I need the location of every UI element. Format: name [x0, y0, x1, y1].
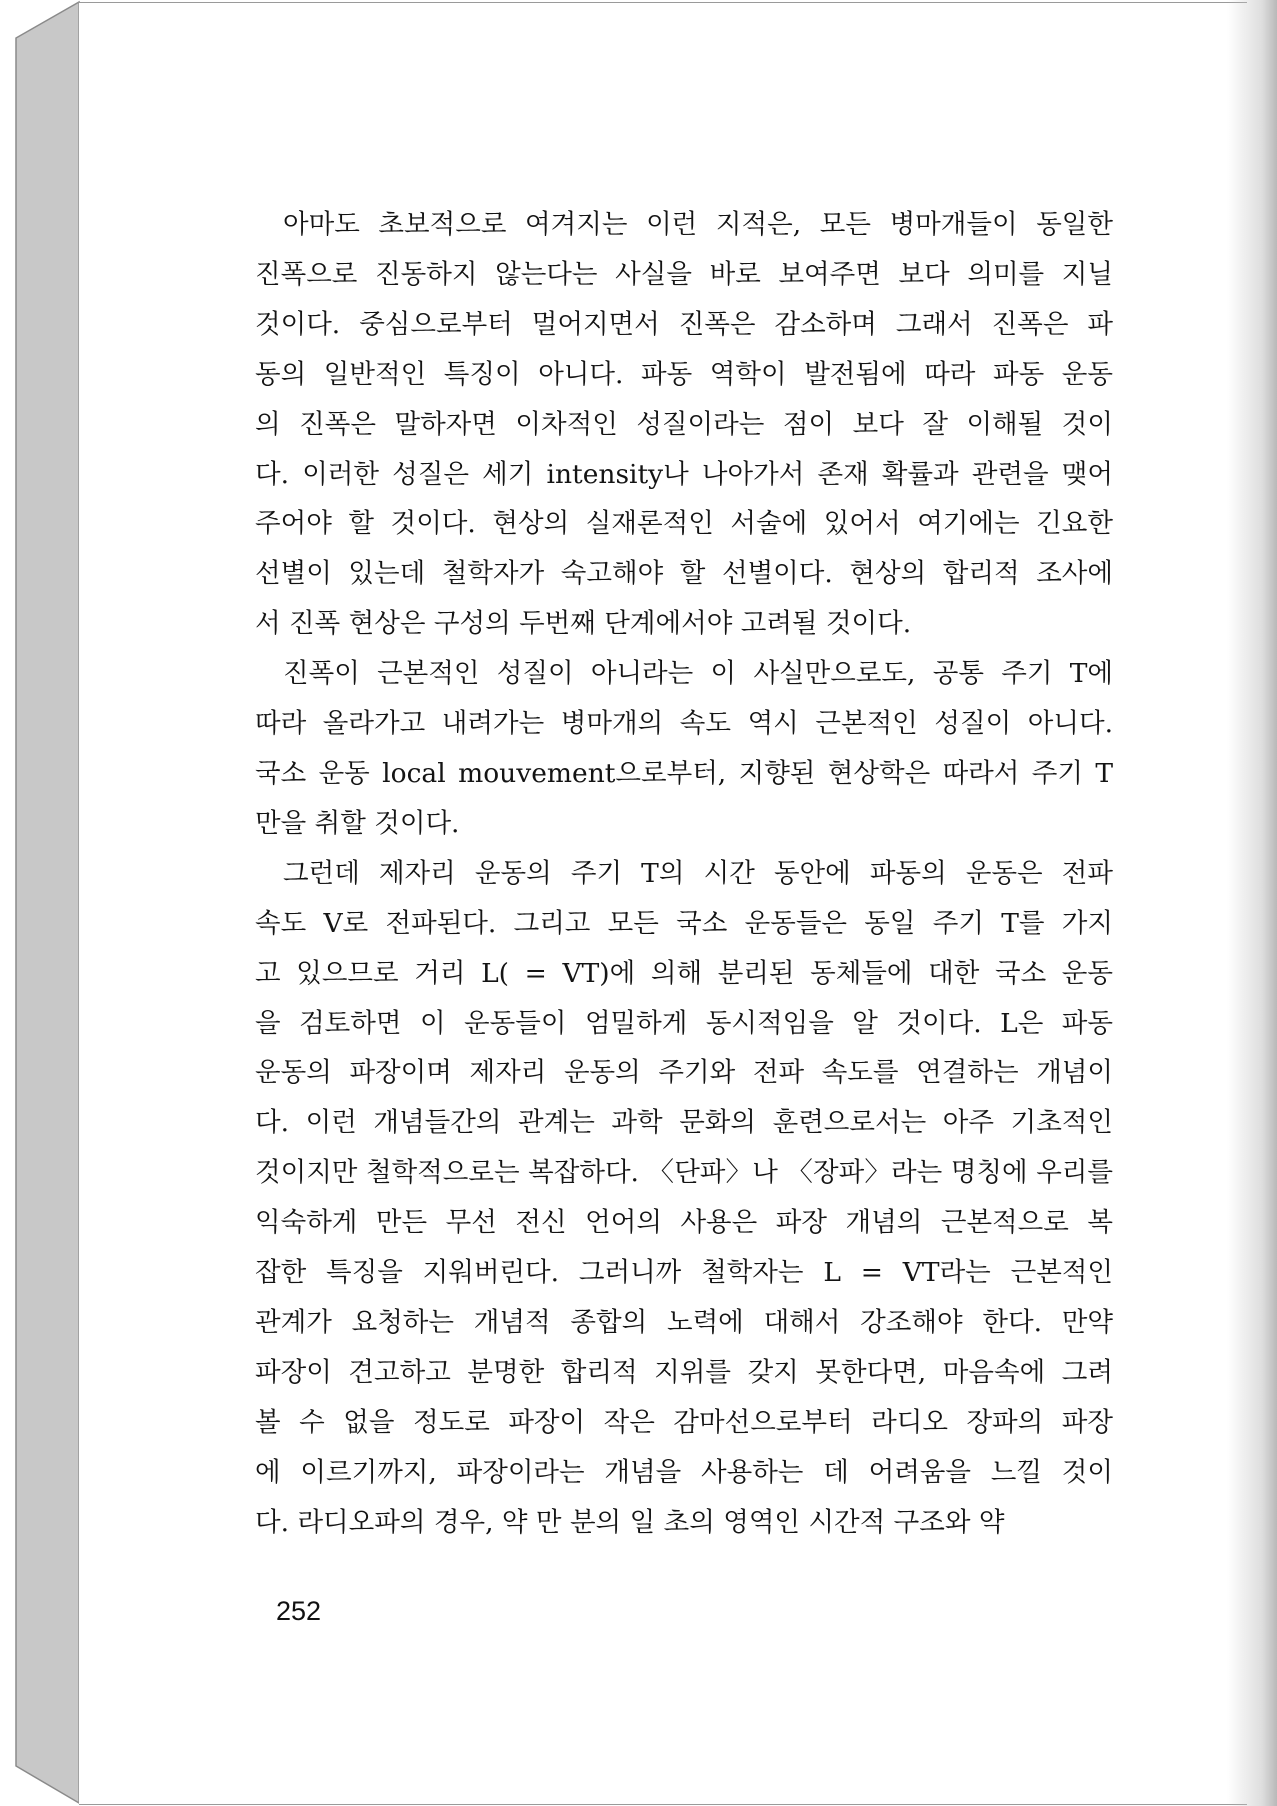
text-line: 선별이 있는데 철학자가 숙고해야 할 선별이다. 현상의 합리적 조사에: [255, 558, 1113, 590]
text-line: 다. 이런 개념들간의 관계는 과학 문화의 훈련으로서는 아주 기초적인: [255, 1107, 1113, 1139]
text-line: 다. 라디오파의 경우, 약 만 분의 일 초의 영역인 시간적 구조와 약: [255, 1506, 1005, 1538]
text-line: 서 진폭 현상은 구성의 두번째 단계에서야 고려될 것이다.: [255, 608, 912, 640]
text-line: 것이지만 철학적으로는 복잡하다. 〈단파〉나 〈장파〉라는 명칭에 우리를: [255, 1157, 1113, 1189]
paragraph: [255, 649, 1113, 849]
text-line: 만을 취할 것이다.: [255, 807, 460, 839]
text-line: 의 진폭은 말하자면 이차적인 성질이라는 점이 보다 잘 이해될 것이: [255, 408, 1113, 440]
text-line: 볼 수 없을 정도로 파장이 작은 감마선으로부터 라디오 장파의 파장: [255, 1406, 1113, 1438]
text-line: 그런데 제자리 운동의 주기 T의 시간 동안에 파동의 운동은 전파: [283, 857, 1113, 889]
text-line: 아마도 초보적으로 여겨지는 이런 지적은, 모든 병마개들이 동일한: [283, 209, 1113, 240]
page-number: 252: [276, 1596, 322, 1626]
text-line: 잡한 특징을 지워버린다. 그러니까 철학자는 L = VT라는 근본적인: [255, 1257, 1113, 1289]
paragraph: [255, 849, 1113, 1548]
text-line: 관계가 요청하는 개념적 종합의 노력에 대해서 강조해야 한다. 만약: [255, 1306, 1113, 1338]
text-line: 파장이 견고하고 분명한 합리적 지위를 갖지 못한다면, 마음속에 그려: [255, 1356, 1113, 1388]
text-line: 속도 V로 전파된다. 그리고 모든 국소 운동들은 동일 주기 T를 가지: [255, 907, 1113, 939]
text-line: 운동의 파장이며 제자리 운동의 주기와 전파 속도를 연결하는 개념이: [255, 1057, 1113, 1089]
text-line: 동의 일반적인 특징이 아니다. 파동 역학이 발전됨에 따라 파동 운동: [255, 358, 1113, 390]
text-line: 진폭이 근본적인 성질이 아니라는 이 사실만으로도, 공통 주기 T에: [283, 658, 1113, 690]
text-line: 을 검토하면 이 운동들이 엄밀하게 동시적임을 알 것이다. L은 파동: [255, 1007, 1113, 1039]
text-line: 주어야 할 것이다. 현상의 실재론적인 서술에 있어서 여기에는 긴요한: [255, 508, 1113, 540]
text-line: 익숙하게 만든 무선 전신 언어의 사용은 파장 개념의 근본적으로 복: [255, 1207, 1113, 1239]
body-text: [255, 200, 1113, 1547]
text-line: 고 있으므로 거리 L( = VT)에 의해 분리된 동체들에 대한 국소 운동: [255, 957, 1113, 989]
text-line: 따라 올라가고 내려가는 병마개의 속도 역시 근본적인 성질이 아니다.: [255, 708, 1113, 740]
text-line: 국소 운동 local mouvement으로부터, 지향된 현상학은 따라서 주기 T: [255, 757, 1113, 789]
text-line: 다. 이러한 성질은 세기 intensity나 나아가서 존재 확률과 관련을 맺어: [255, 458, 1113, 490]
page-edge-shadow: [1227, 0, 1277, 1806]
text-line: 에 이르기까지, 파장이라는 개념을 사용하는 데 어려움을 느낄 것이: [255, 1456, 1113, 1488]
text-line: 진폭으로 진동하지 않는다는 사실을 바로 보여주면 보다 의미를 지닐: [255, 258, 1113, 290]
text-line: 것이다. 중심으로부터 멀어지면서 진폭은 감소하며 그래서 진폭은 파: [255, 308, 1113, 340]
paragraph: [255, 200, 1113, 649]
